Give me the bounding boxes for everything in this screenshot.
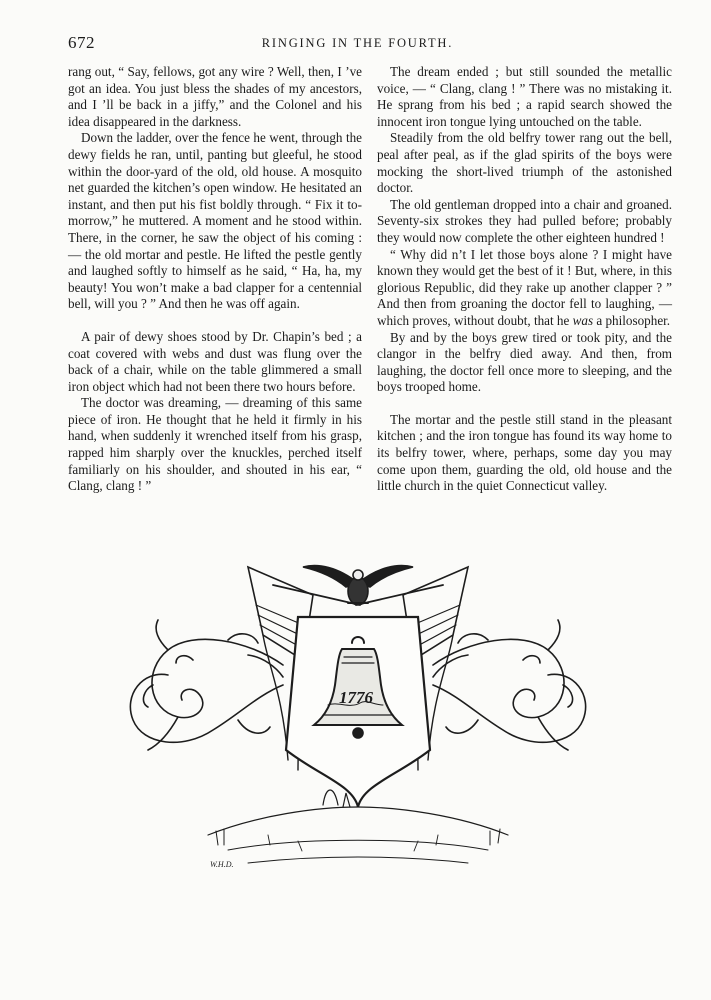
- running-title: RINGING IN THE FOURTH.: [261, 36, 454, 50]
- illustration-drawing: [98, 545, 618, 923]
- paragraph-text: “ Why did n’t I let those boys alone ? I might have known they would get the best of it ! But, where, in this glorious Republic, did they rake up another clapper ? ” And then from groaning the doctor fell to laughing, — which proves, without doubt, that he: [377, 246, 672, 328]
- left-scroll-ornament: [130, 620, 283, 750]
- emphasis: was: [572, 312, 594, 328]
- paragraph: By and by the boys grew tired or took pity, and the clangor in the belfry died away. And then, from laughing, the doctor fell once more to sleeping, and the boys trooped home.: [377, 329, 672, 395]
- paragraph: Steadily from the old belfry tower rang out the bell, peal after peal, as if the glad spirits of the boys were mocking the short-lived triumph of the astonished doctor.: [377, 130, 672, 196]
- left-column: [68, 64, 362, 495]
- paragraph: The mortar and the pestle still stand in the pleasant kitchen ; and the iron tongue has found its way home to its belfry tower, where, perhaps, some day you may come upon them, guarding the old, old house and the little church in the quiet Connecticut valley.: [377, 411, 672, 494]
- paragraph: Down the ladder, over the fence he went, through the dewy fields he ran, until, panting but gleeful, he stood within the door-yard of the old, old house. A mosquito net guarded the kitchen’s open window. He hesitated an instant, and then put his fist boldly through. “ Fix it to-morrow,” he muttered. A moment and he stood within. There, in the corner, he saw the object of his coming : — the old mortar and pestle. He lifted the pestle gently and laughed softly to himself as he said, “ Ha, ha, my beauty! You won’t make a bad clapper for a centennial bell, will you ? ” And then he was off again.: [68, 130, 362, 312]
- paragraph: [377, 247, 672, 330]
- eagle: [303, 566, 413, 605]
- paragraph-text: a philosopher.: [593, 312, 671, 328]
- page-number: 672: [68, 33, 95, 52]
- paragraph: rang out, “ Say, fellows, got any wire ? Well, then, I ’ve got an idea. You just bless the shades of my ancestors, and I ’ll be back in a jiffy,” and the Colonel and his idea disappeared in the darkness.: [68, 64, 362, 129]
- paragraph: The old gentleman dropped into a chair and groaned. Seventy-six strokes they had pulled before; probably they would now complete the other eighteen hundred !: [377, 196, 672, 245]
- liberty-bell-illustration: [98, 545, 618, 923]
- paragraph: The dream ended ; but still sounded the metallic voice, — “ Clang, clang ! ” There was no mistaking it. He sprang from his bed ; a rapid search showed the innocent iron tongue lying untouched on the table.: [377, 64, 672, 129]
- right-scroll-ornament: [433, 620, 586, 750]
- right-column: [377, 64, 672, 495]
- paragraph: A pair of dewy shoes stood by Dr. Chapin’s bed ; a coat covered with webs and dust was flung over the back of a chair, while on the table glimmered a small iron object which had not been there two hours before.: [68, 328, 362, 394]
- paragraph: The doctor was dreaming, — dreaming of this same piece of iron. He thought that he held it firmly in his hand, when suddenly it wrenched itself from his grasp, rapped him sharply over the knuckles, perched itself familiarly on his shoulder, and shouted in his ear, “ Clang, clang ! ”: [68, 395, 362, 494]
- bell-year: 1776: [339, 688, 373, 707]
- page-header: [68, 33, 647, 53]
- artist-signature: W.H.D.: [210, 860, 234, 869]
